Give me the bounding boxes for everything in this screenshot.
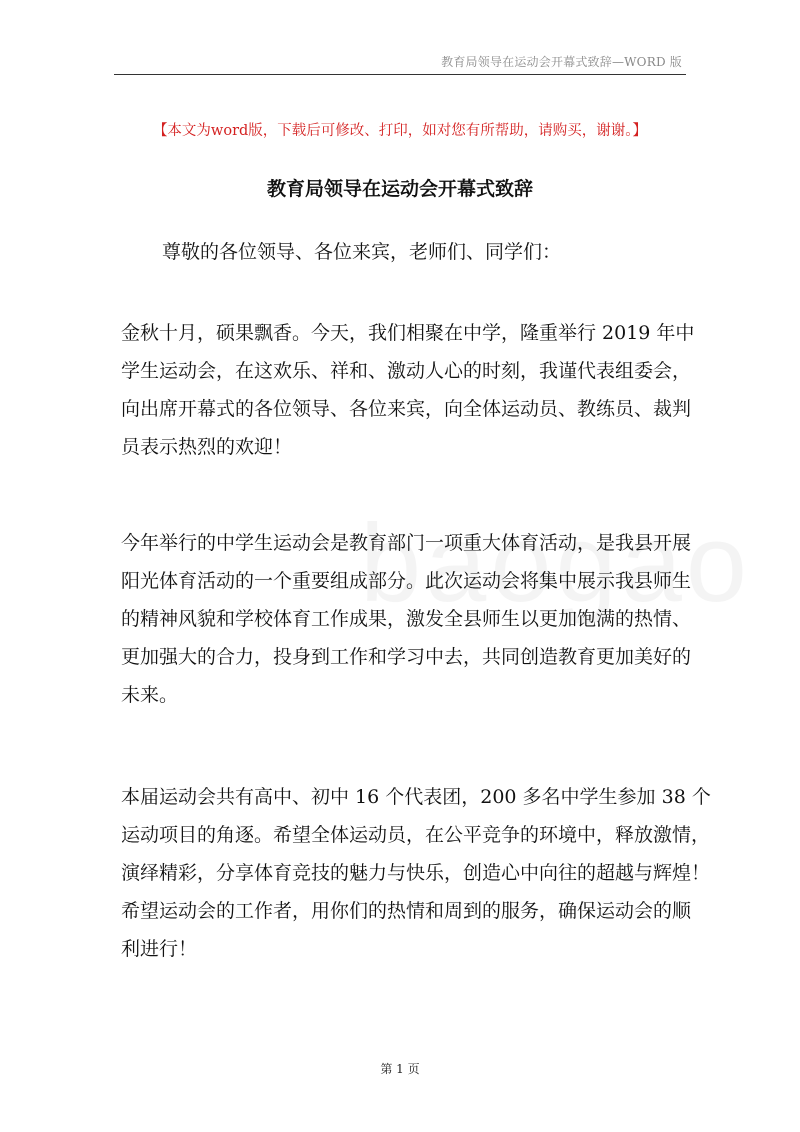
paragraph-line: 学生运动会，在这欢乐、祥和、激动人心的时刻，我谨代表组委会， bbox=[121, 360, 692, 382]
paragraph-line: 希望运动会的工作者，用你们的热情和周到的服务，确保运动会的顺 bbox=[121, 900, 692, 922]
paragraph-line: 更加强大的合力，投身到工作和学习中去，共同创造教育更加美好的 bbox=[121, 646, 692, 668]
paragraph-line: 演绎精彩，分享体育竞技的魅力与快乐，创造心中向往的超越与辉煌！ bbox=[121, 862, 711, 884]
header-divider bbox=[114, 74, 686, 75]
paragraph-line: 运动项目的角逐。希望全体运动员，在公平竞争的环境中，释放激情， bbox=[121, 824, 711, 846]
paragraph-2 bbox=[121, 524, 692, 714]
paragraph-line: 本届运动会共有高中、初中 16 个代表团，200 多名中学生参加 38 个 bbox=[121, 786, 711, 808]
paragraph-line: 阳光体育活动的一个重要组成部分。此次运动会将集中展示我县师生 bbox=[121, 570, 692, 592]
paragraph-line: 向出席开幕式的各位领导、各位来宾，向全体运动员、教练员、裁判 bbox=[121, 398, 692, 420]
paragraph-line: 未来。 bbox=[121, 684, 179, 706]
paragraph-line: 利进行！ bbox=[121, 938, 198, 960]
paragraph-3 bbox=[121, 778, 711, 968]
paragraph-line: 今年举行的中学生运动会是教育部门一项重大体育活动，是我县开展 bbox=[121, 532, 692, 554]
paragraph-line: 的精神风貌和学校体育工作成果，激发全县师生以更加饱满的热情、 bbox=[121, 608, 692, 630]
page-number: 第 1 页 bbox=[380, 1062, 420, 1076]
salutation: 尊敬的各位领导、各位来宾，老师们、同学们： bbox=[162, 241, 562, 263]
paragraph-line: 金秋十月，硕果飘香。今天，我们相聚在中学，隆重举行 2019 年中 bbox=[121, 322, 695, 344]
document-title: 教育局领导在运动会开幕式致辞 bbox=[266, 178, 533, 200]
paragraph-1 bbox=[121, 314, 695, 466]
download-notice: 【本文为word版，下载后可修改、打印，如对您有所帮助，请购买，谢谢。】 bbox=[152, 123, 648, 139]
running-header: 教育局领导在运动会开幕式致辞—WORD 版 bbox=[441, 55, 682, 69]
paragraph-line: 员表示热烈的欢迎！ bbox=[121, 436, 293, 458]
